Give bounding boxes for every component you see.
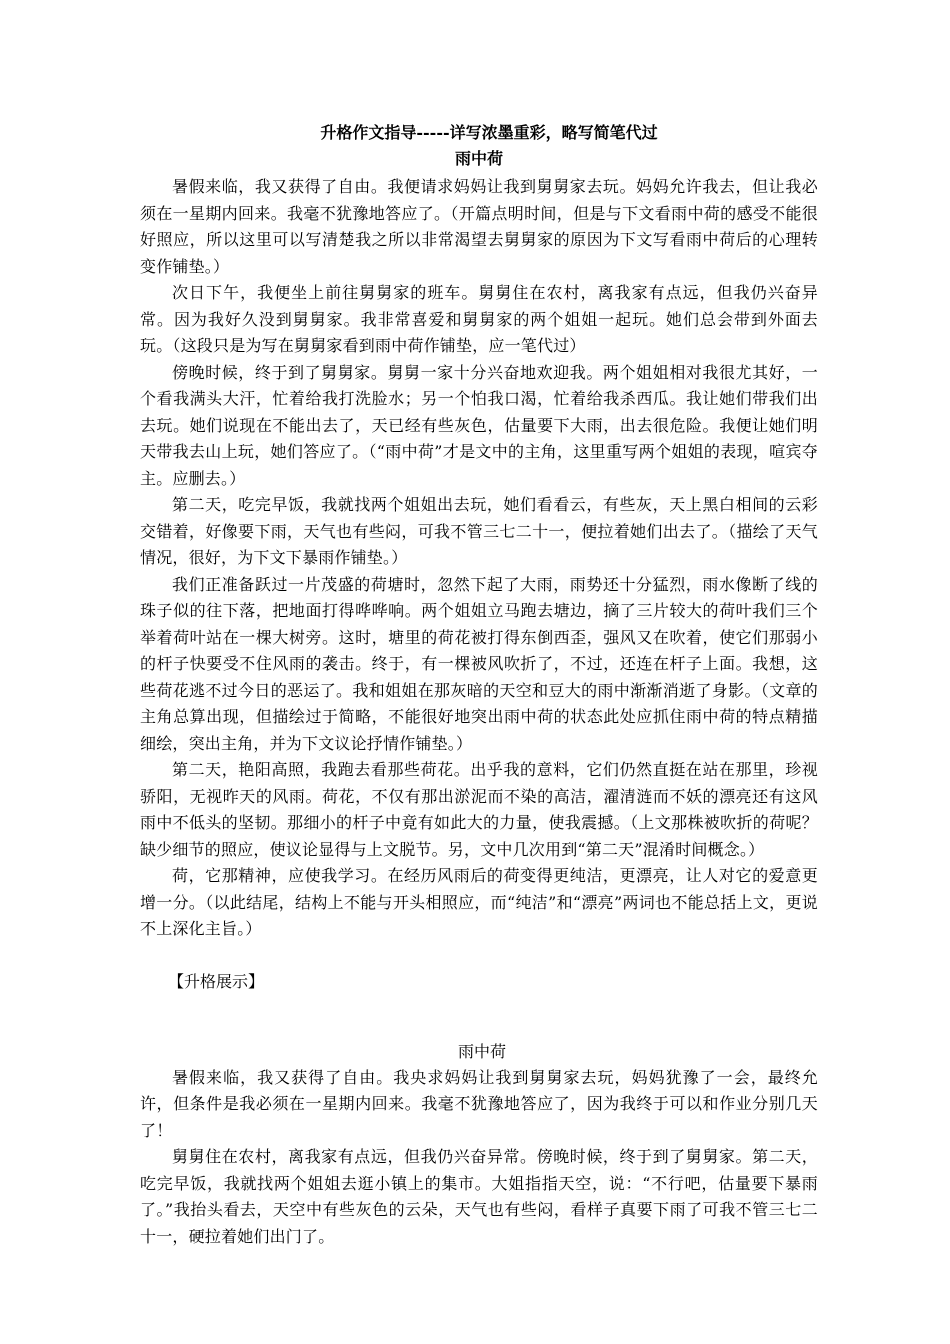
showcase-title: 雨中荷: [457, 1041, 506, 1061]
paragraph: 傍晚时候，终于到了舅舅家。舅舅一家十分兴奋地欢迎我。两个姐姐相对我很尤其好，一个看我满头大汗，忙着给我打洗脸水；另一个怕我口渴，忙着给我杀西瓜。我让她们带我们出去玩。她们说现在不能出去了，天已经有些灰色，估量要下大雨，出去很危险。我便让她们明天带我去山上玩，她们答应了。（“雨中荷”才是文中的主角，这里重写两个姐姐的表现，喧宾夺主。应删去。）: [140, 362, 818, 488]
showcase-paragraph: 暑假来临，我又获得了自由。我央求妈妈让我到舅舅家去玩，妈妈犹豫了一会，最终允许，但条件是我必须在一星期内回来。我毫不犹豫地答应了，因为我终于可以和作业分别几天了！: [140, 1067, 818, 1140]
document-title: 升格作文指导-----详写浓墨重彩，略写简笔代过: [320, 123, 658, 142]
paragraph: 第二天，吃完早饭，我就找两个姐姐出去玩，她们看看云，有些灰，天上黑白相间的云彩交错着，好像要下雨，天气也有些闷，可我不管三七二十一，便拉着她们出去了。（描绘了天气情况，很好，为下文下暴雨作铺垫。）: [140, 495, 818, 567]
section-label: 【升格展示】: [168, 971, 265, 991]
paragraph: 次日下午，我便坐上前往舅舅家的班车。舅舅住在农村，离我家有点远，但我仍兴奋异常。因为我好久没到舅舅家。我非常喜爱和舅舅家的两个姐姐一起玩。她们总会带到外面去玩。（这段只是为写在舅舅家看到雨中荷作铺垫，应一笔代过）: [140, 283, 818, 355]
paragraph: 荷，它那精神，应使我学习。在经历风雨后的荷变得更纯洁，更漂亮，让人对它的爱意更增一分。（以此结尾，结构上不能与开头相照应，而“纯洁”和“漂亮”两词也不能总括上文，更说不上深化主旨。）: [140, 866, 818, 938]
essay-title: 雨中荷: [454, 149, 503, 168]
paragraph: 第二天，艳阳高照，我跑去看那些荷花。出乎我的意料，它们仍然直挺在站在那里，珍视骄阳，无视昨天的风雨。荷花，不仅有那出淤泥而不染的高洁，濯清涟而不妖的漂亮还有这风雨中不低头的坚韧。那细小的杆子中竟有如此大的力量，使我震撼。（上文那株被吹折的荷呢？缺少细节的照应，使议论显得与上文脱节。另，文中几次用到“第二天”混淆时间概念。）: [140, 760, 818, 859]
paragraph: 暑假来临，我又获得了自由。我便请求妈妈让我到舅舅家去玩。妈妈允许我去，但让我必须在一星期内回来。我毫不犹豫地答应了。（开篇点明时间，但是与下文看雨中荷的感受不能很好照应，所以这里可以写清楚我之所以非常渴望去舅舅家的原因为下文写看雨中荷后的心理转变作铺垫。）: [140, 177, 818, 276]
showcase-paragraph: 舅舅住在农村，离我家有点远，但我仍兴奋异常。傍晚时候，终于到了舅舅家。第二天，吃完早饭，我就找两个姐姐去逛小镇上的集市。大姐指指天空，说：“不行吧，估量要下暴雨了。”我抬头看去，天空中有些灰色的云朵，天气也有些闷，看样子真要下雨了可我不管三七二十一，硬拉着她们出门了。: [140, 1147, 818, 1246]
document-page: [140, 120, 818, 1250]
paragraph: 我们正准备跃过一片茂盛的荷塘时，忽然下起了大雨，雨势还十分猛烈，雨水像断了线的珠子似的往下落，把地面打得哗哗响。两个姐姐立马跑去塘边，摘了三片较大的荷叶我们三个举着荷叶站在一棵大树旁。这时，塘里的荷花被打得东倒西歪，强风又在吹着，使它们那弱小的杆子快要受不住风雨的袭击。终于，有一棵被风吹折了，不过，还连在杆子上面。我想，这些荷花逃不过今日的恶运了。我和姐姐在那灰暗的天空和豆大的雨中渐渐消逝了身影。（文章的主角总算出现，但描绘过于简略，不能很好地突出雨中荷的状态此处应抓住雨中荷的特点精描细绘，突出主角，并为下文议论抒情作铺垫。）: [140, 574, 818, 753]
